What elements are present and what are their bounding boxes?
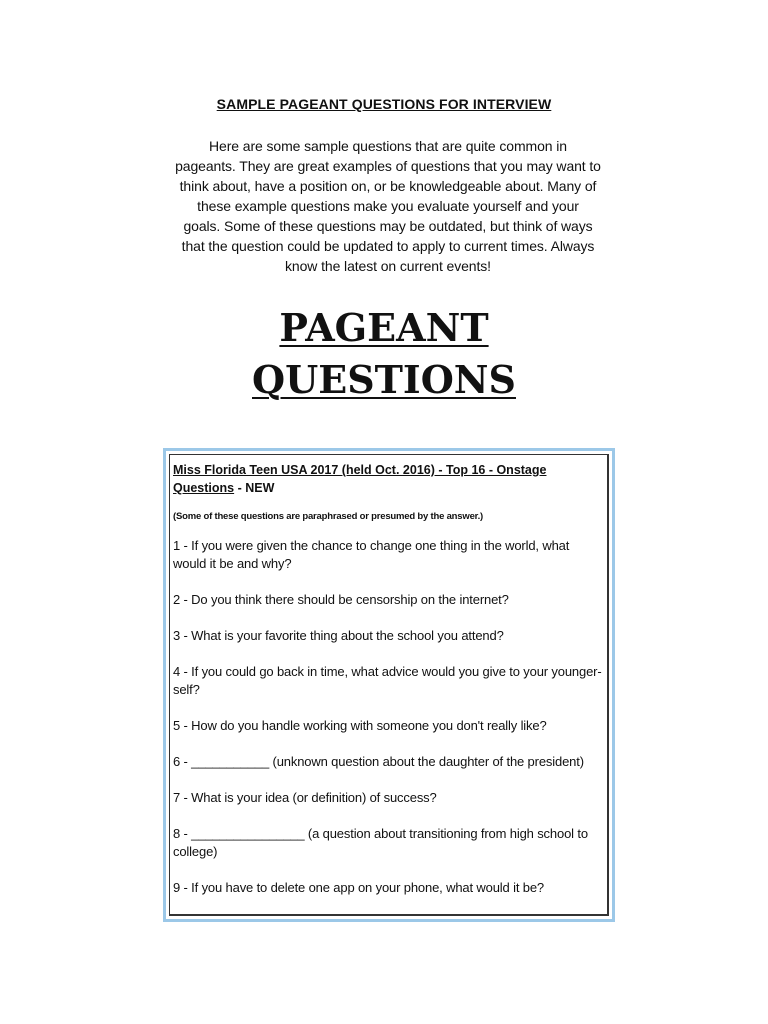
question-item: 6 - ___________ (unknown question about the daughter of the president) bbox=[173, 754, 584, 769]
question-item: 7 - What is your idea (or definition) of success? bbox=[173, 790, 437, 805]
question-item: 3 - What is your favorite thing about the school you attend? bbox=[173, 628, 504, 643]
page-title-line-1: PAGEANT bbox=[279, 305, 489, 350]
questions-box-title-new: - NEW bbox=[234, 481, 275, 495]
question-item: 8 - ________________ (a question about transitioning from high school to college) bbox=[173, 826, 588, 859]
questions-box-title-questions: Questions bbox=[173, 481, 235, 495]
question-item: 2 - Do you think there should be censorship on the internet? bbox=[173, 592, 509, 607]
questions-list bbox=[173, 537, 603, 897]
question-item: 9 - If you have to delete one app on your phone, what would it be? bbox=[173, 880, 544, 895]
questions-box-content bbox=[169, 454, 609, 916]
page-title-line-2: QUESTIONS bbox=[252, 357, 516, 402]
page-title bbox=[0, 302, 768, 406]
intro-paragraph: Here are some sample questions that are quite common in pageants. They are great examples of questions that you may want to think about, have a position on, or be knowledgeable about. Many of these example questions make you evaluate yourself and your goals. Some of these questions may be outdated, but think of ways that the question could be updated to apply to current times. Always know the latest on current events! bbox=[175, 138, 601, 274]
document-heading: SAMPLE PAGEANT QUESTIONS FOR INTERVIEW bbox=[216, 96, 552, 112]
questions-box bbox=[163, 448, 615, 922]
questions-box-title bbox=[173, 461, 603, 497]
question-item: 5 - How do you handle working with someone you don't really like? bbox=[173, 718, 547, 733]
questions-box-note: (Some of these questions are paraphrased or presumed by the answer.) bbox=[173, 511, 484, 522]
questions-box-title-main: Miss Florida Teen USA 2017 (held Oct. 2016) - Top 16 - Onstage bbox=[173, 463, 547, 477]
question-item: 1 - If you were given the chance to change one thing in the world, what would it be and why? bbox=[173, 538, 570, 571]
question-item: 4 - If you could go back in time, what advice would you give to your younger-self? bbox=[173, 664, 602, 697]
